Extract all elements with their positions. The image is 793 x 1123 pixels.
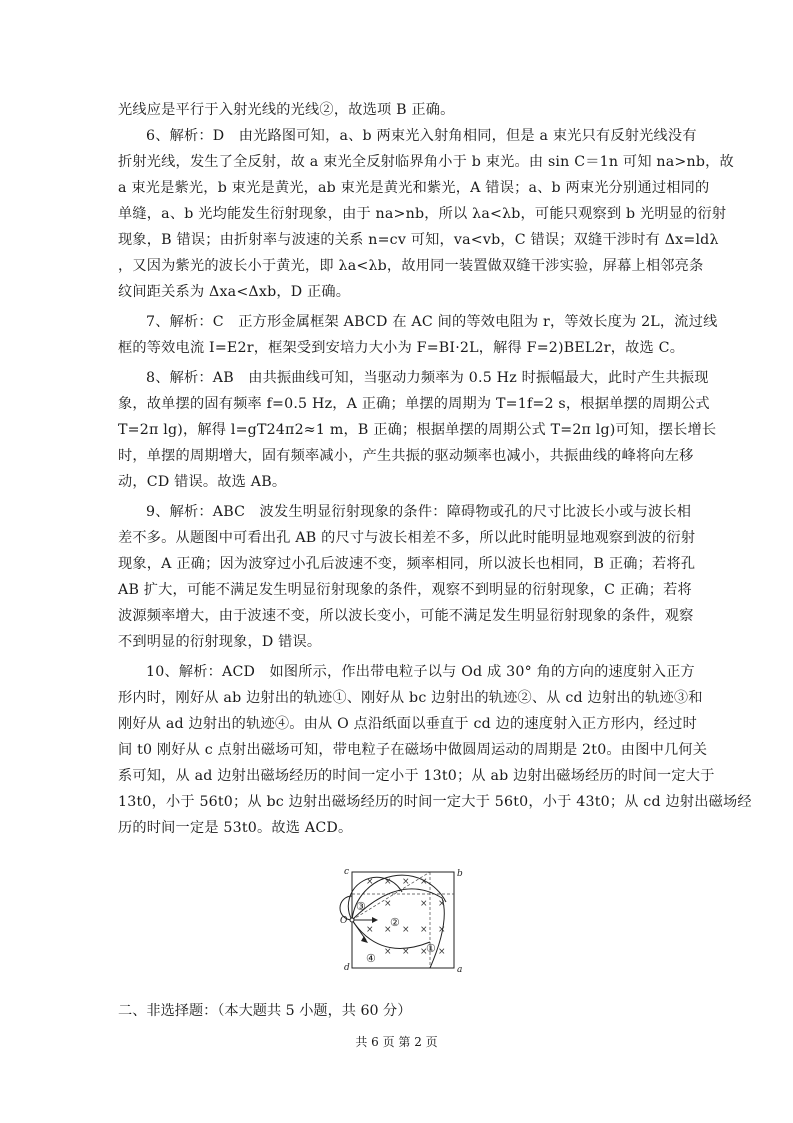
point-o-label: O [340,916,348,926]
track-4-label: ④ [366,952,376,965]
field-cross-mark: × [420,947,428,957]
page-footer: 共 6 页 第 2 页 [355,1035,438,1049]
field-cross-mark: × [402,877,410,887]
corner-b-label: b [457,869,463,879]
field-cross-mark: × [384,899,392,909]
field-cross-mark: × [384,877,392,887]
text-line: 历的时间一定是 53t0。故选 ACD。 [118,820,353,836]
text-line: AB 扩大，可能不满足发生明显衍射现象的条件，观察不到明显的衍射现象，C 正确；若将 [118,582,692,598]
answer-10-line: 10、解析：ACD 如图所示，作出带电粒子以与 Od 成 30° 角的方向的速度射入正方 [146,664,695,680]
text-line: 现象，A 正确；因为波穿过小孔后波速不变，频率相同，所以波长也相同，B 正确；若将孔 [118,556,696,572]
field-cross-mark: × [438,947,446,957]
track-1-label: ① [426,942,436,955]
field-cross-mark: × [420,899,428,909]
answer-8-line: 8、解析：AB 由共振曲线可知，当驱动力频率为 0.5 Hz 时振幅最大，此时产生共振现 [146,370,709,386]
corner-c-label: c [344,867,350,877]
text-line: 刚好从 ad 边射出的轨迹④。由从 O 点沿纸面以垂直于 cd 边的速度射入正方形内，经过时 [118,716,698,732]
text-line: 形内时，刚好从 ab 边射出的轨迹①、刚好从 bc 边射出的轨迹②、从 cd 边射出的轨迹③和 [118,690,703,706]
text-line: a 束光是紫光，b 束光是黄光，ab 束光是黄光和紫光，A 错误；a、b 两束光分别通过相同的 [118,180,710,196]
field-cross-mark: × [366,925,374,935]
text-line: 不到明显的衍射现象，D 错误。 [118,634,322,650]
text-line: 差不多。从题图中可看出孔 AB 的尺寸与波长相差不多，所以此时能明显地观察到波的衍射 [118,530,696,546]
text-line: 象，故单摆的固有频率 f=0.5 Hz，A 正确；单摆的周期为 T=1f=2 s，根据单摆的周期公式 [118,396,710,412]
track-2-label: ② [390,916,400,929]
field-cross-mark: × [420,925,428,935]
text-line: 动，CD 错误。故选 AB。 [118,474,287,490]
text-line: ，又因为紫光的波长小于黄光，即 λa<λb，故用同一装置做双缝干涉实验，屏幕上相邻亮条 [118,258,704,274]
text-line: 系可知，从 ad 边射出磁场经历的时间一定小于 13t0；从 ab 边射出磁场经历的时间一定大于 [118,768,715,784]
corner-d-label: d [344,963,350,973]
field-cross-mark: × [438,899,446,909]
magnetic-field-trajectory-figure [330,862,470,980]
field-cross-mark: × [402,925,410,935]
field-cross-mark: × [366,877,374,887]
text-line: 现象，B 错误；由折射率与波速的关系 n=cv 可知，va<vb，C 错误；双缝干涉时有 Δx=ldλ [118,232,719,248]
text-line: 单缝，a、b 光均能发生衍射现象，由于 na>nb，所以 λa<λb，可能只观察到 b 光明显的衍射 [118,206,727,222]
text-line: T=2π lg)，解得 l=gT24π2≈1 m，B 正确；根据单摆的周期公式 T=2π lg)可知，摆长增长 [118,422,717,438]
answer-7-line: 7、解析：C 正方形金属框架 ABCD 在 AC 间的等效电阻为 r，等效长度为 2L，流过线 [146,314,718,330]
text-line: 纹间距关系为 Δxa<Δxb，D 正确。 [118,284,351,300]
text-line: 光线应是平行于入射光线的光线②，故选项 B 正确。 [118,102,455,118]
text-line: 波源频率增大，由于波速不变，所以波长变小，可能不满足发生明显衍射现象的条件，观察 [118,608,694,624]
text-line: 间 t0 刚好从 c 点射出磁场可知，带电粒子在磁场中做圆周运动的周期是 2t0。由图中几何关 [118,742,708,758]
field-cross-mark: × [384,925,392,935]
text-line: 13t0，小于 56t0；从 bc 边射出磁场经历的时间一定大于 56t0，小于 43t0；从 cd 边射出磁场经 [118,794,752,810]
field-cross-mark: × [402,947,410,957]
track-3-label: ③ [356,900,366,913]
field-cross-mark: × [384,947,392,957]
answer-9-line: 9、解析：ABC 波发生明显衍射现象的条件：障碍物或孔的尺寸比波长小或与波长相 [146,504,692,520]
text-line: 折射光线，发生了全反射，故 a 束光全反射临界角小于 b 束光。由 sin C＝1n 可知 na>nb，故 [118,154,734,170]
text-line: 时，单摆的周期增大，固有频率减小，产生共振的驱动频率也减小，共振曲线的峰将向左移 [118,448,694,464]
answer-6-line: 6、解析：D 由光路图可知，a、b 两束光入射角相同，但是 a 束光只有反射光线没有 [146,128,697,144]
field-cross-mark: × [420,877,428,887]
section-title: 二、非选择题：（本大题共 5 小题，共 60 分） [118,1003,412,1019]
corner-a-label: a [457,965,463,975]
text-line: 框的等效电流 I=E2r，框架受到安培力大小为 F=BI·2L，解得 F=2)BEL2r，故选 C。 [118,340,685,356]
field-cross-mark: × [438,925,446,935]
